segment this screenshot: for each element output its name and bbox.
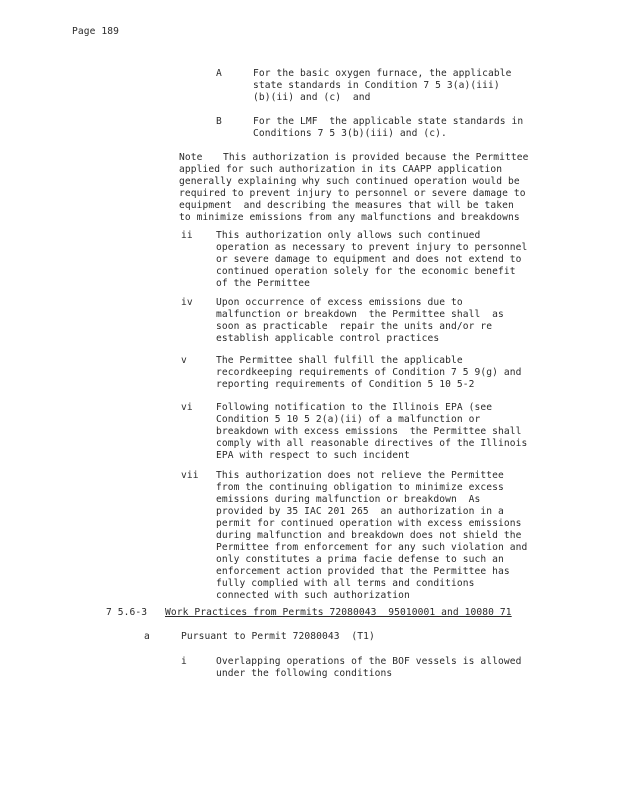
item-ii-line: of the Permittee [216,278,311,289]
item-a-line: (b)(ii) and (c) and [253,92,371,103]
item-vi-line: Following notification to the Illinois EPA (see [216,402,493,413]
item-ii-line: operation as necessary to prevent injury to personnel [216,242,528,253]
item-v-marker: v [181,355,187,366]
item-vi-line: Condition 5 10 5 2(a)(ii) of a malfunction or [216,414,481,425]
item-vii-line: from the continuing obligation to minimize excess [216,482,504,493]
item-iv-line: malfunction or breakdown the Permittee shall as [216,309,504,320]
item-vii-line: emissions during malfunction or breakdown As [216,494,481,505]
item-vii-line: provided by 35 IAC 201 265 an authorization in a [216,506,504,517]
sub-i-line: Overlapping operations of the BOF vessels is allowed [216,656,522,667]
item-a-marker: A [216,68,222,79]
item-v-line: The Permittee shall fulfill the applicable [216,355,463,366]
note-line: to minimize emissions from any malfunctions and breakdowns [179,212,520,223]
item-iv-line: soon as practicable repair the units and/or re [216,321,493,332]
item-vi-line: breakdown with excess emissions the Permittee shall [216,426,522,437]
item-ii-line: This authorization only allows such continued [216,230,481,241]
note-line: generally explaining why such continued operation would be [179,176,520,187]
item-vi-line: EPA with respect to such incident [216,450,410,461]
item-iv-line: Upon occurrence of excess emissions due to [216,297,463,308]
sub-a-text: Pursuant to Permit 72080043 (T1) [181,631,375,642]
item-ii-marker: ii [181,230,193,241]
item-a-line: For the basic oxygen furnace, the applicable [253,68,512,79]
section-title: Work Practices from Permits 72080043 95010001 and 10080 71 [165,607,512,618]
note-first-line: This authorization is provided because the Permittee [223,152,529,163]
item-vii-line: permit for continued operation with excess emissions [216,518,522,529]
sub-i-line: under the following conditions [216,668,393,679]
item-vi-marker: vi [181,402,193,413]
item-b-line: For the LMF the applicable state standards in [253,116,524,127]
page-number: Page 189 [72,26,120,37]
note-line: applied for such authorization in its CAAPP application [179,164,503,175]
item-vii-line: only constitutes a prima facie defense to such an [216,554,504,565]
item-b-marker: B [216,116,222,127]
sub-i-marker: i [181,656,187,667]
item-vii-line: fully complied with all terms and conditions [216,578,475,589]
item-vi-line: comply with all reasonable directives of the Illinois [216,438,528,449]
item-iv-line: establish applicable control practices [216,333,440,344]
item-vii-line: This authorization does not relieve the Permittee [216,470,504,481]
item-vii-line: enforcement action provided that the Permittee has [216,566,510,577]
item-a-line: state standards in Condition 7 5 3(a)(iii) [253,80,500,91]
item-ii-line: continued operation solely for the economic benefit [216,266,516,277]
item-v-line: reporting requirements of Condition 5 10 5-2 [216,379,475,390]
item-vii-line: connected with such authorization [216,590,410,601]
item-vii-line: Permittee from enforcement for any such violation and [216,542,528,553]
section-number: 7 5.6-3 [106,607,148,618]
item-v-line: recordkeeping requirements of Condition 7 5 9(g) and [216,367,522,378]
item-iv-marker: iv [181,297,193,308]
item-ii-line: or severe damage to equipment and does not extend to [216,254,522,265]
note-line: required to prevent injury to personnel or severe damage to [179,188,526,199]
item-b-line: Conditions 7 5 3(b)(iii) and (c). [253,128,447,139]
sub-a-marker: a [144,631,150,642]
note-line: equipment and describing the measures that will be taken [179,200,514,211]
note-label: Note [179,152,203,163]
item-vii-line: during malfunction and breakdown does not shield the [216,530,522,541]
item-vii-marker: vii [181,470,199,481]
